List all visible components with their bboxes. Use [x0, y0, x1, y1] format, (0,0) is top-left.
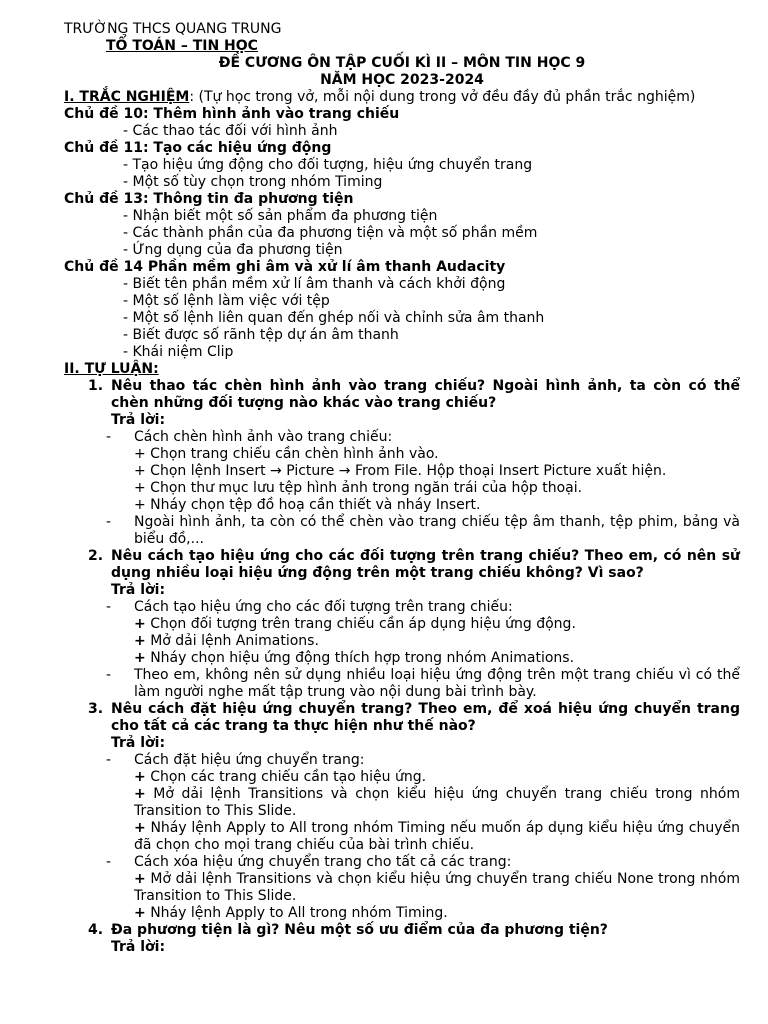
answer-step: + Chọn thư mục lưu tệp hình ảnh trong ngăn trái của hộp thoại. [134, 480, 583, 496]
answer-step [64, 633, 740, 650]
plus-marker: + [134, 786, 146, 802]
topic [64, 140, 740, 191]
department-name: TỔ TOÁN – TIN HỌC [106, 38, 258, 54]
topic-title: Chủ đề 10: Thêm hình ảnh vào trang chiếu [64, 106, 400, 122]
topic-item: - Ứng dụng của đa phương tiện [123, 242, 343, 258]
dash-marker: - [106, 429, 112, 445]
answer-lead: Cách chèn hình ảnh vào trang chiếu: [134, 429, 393, 445]
answer-lead: Theo em, không nên sử dụng nhiều loại hiệu ứng động trên một trang chiếu vì có thể làm người nghe mất tập trung vào nội dung bài trình bày. [134, 667, 740, 700]
dash-marker: - [106, 667, 112, 683]
dash-marker: - [106, 514, 112, 530]
topic-item: - Các thành phần của đa phương tiện và một số phần mềm [123, 225, 538, 241]
topic-item: - Tạo hiệu ứng động cho đối tượng, hiệu ứng chuyển trang [123, 157, 533, 173]
answer-point [106, 599, 740, 616]
answer-label: Trả lời: [111, 735, 166, 751]
question-number: 4. [88, 922, 104, 938]
part2-heading: II. TỰ LUẬN: [64, 361, 159, 377]
document-title: ĐỀ CƯƠNG ÔN TẬP CUỐI KÌ II – MÔN TIN HỌC 9 [218, 55, 586, 71]
answer-lead: Cách xóa hiệu ứng chuyển trang cho tất cả các trang: [134, 854, 512, 870]
topic-item: - Biết được số rãnh tệp dự án âm thanh [123, 327, 399, 343]
answer-point [106, 854, 740, 871]
topic-title: Chủ đề 13: Thông tin đa phương tiện [64, 191, 354, 207]
answer-step-text: Nháy lệnh Apply to All trong nhóm Timing nếu muốn áp dụng kiểu hiệu ứng chuyển đã chọn cho mọi trang chiếu của bài trình chiếu. [134, 820, 740, 853]
question-number: 3. [88, 701, 104, 717]
answer-step [64, 786, 740, 820]
question-number: 1. [88, 378, 104, 394]
answer-label: Trả lời: [111, 939, 166, 955]
answer-point [106, 514, 740, 548]
answer-step-text: Nháy chọn hiệu ứng động thích hợp trong nhóm Animations. [150, 650, 575, 666]
topic-item: - Các thao tác đối với hình ảnh [123, 123, 338, 139]
question-text: Nêu thao tác chèn hình ảnh vào trang chiếu? Ngoài hình ảnh, ta còn có thể chèn những đối tượng nào khác vào trang chiếu? [111, 378, 740, 411]
question [88, 922, 740, 939]
dash-marker: - [106, 599, 112, 615]
topic-item: - Một số lệnh làm việc với tệp [123, 293, 330, 309]
answer-lead: Ngoài hình ảnh, ta còn có thể chèn vào trang chiếu tệp âm thanh, tệp phim, bảng và biểu đồ,... [134, 514, 740, 547]
answer-label: Trả lời: [111, 582, 166, 598]
plus-marker: + [134, 633, 146, 649]
topic-title: Chủ đề 14 Phần mềm ghi âm và xử lí âm thanh Audacity [64, 259, 506, 275]
answer-step-text: Mở dải lệnh Transitions và chọn kiểu hiệu ứng chuyển trang chiếu None trong nhóm Transition to This Slide. [134, 871, 740, 904]
part1-heading-line [64, 89, 740, 106]
answer-point [106, 429, 740, 446]
topic [64, 106, 740, 140]
topic-item: - Biết tên phần mềm xử lí âm thanh và cách khởi động [123, 276, 506, 292]
topic-item: - Một số lệnh liên quan đến ghép nối và chỉnh sửa âm thanh [123, 310, 545, 326]
question [88, 548, 740, 582]
question [88, 701, 740, 735]
plus-marker: + [134, 616, 146, 632]
answer-point [106, 667, 740, 701]
answer-step [64, 616, 740, 633]
answer-step [64, 905, 740, 922]
dash-marker: - [106, 752, 112, 768]
answer-step-text: Nháy lệnh Apply to All trong nhóm Timing. [150, 905, 448, 921]
part1-heading: I. TRẮC NGHIỆM [64, 89, 190, 105]
topic-item: - Một số tùy chọn trong nhóm Timing [123, 174, 383, 190]
answer-step: + Chọn trang chiếu cần chèn hình ảnh vào. [134, 446, 439, 462]
answer-step-text: Chọn các trang chiếu cần tạo hiệu ứng. [150, 769, 427, 785]
document-body [64, 21, 740, 956]
plus-marker: + [134, 769, 146, 785]
school-year: NĂM HỌC 2023-2024 [320, 72, 484, 88]
question-text: Nêu cách đặt hiệu ứng chuyển trang? Theo em, để xoá hiệu ứng chuyển trang cho tất cả các trang ta thực hiện như thế nào? [111, 701, 740, 734]
answer-step [64, 820, 740, 854]
answer-step [64, 650, 740, 667]
topic [64, 259, 740, 361]
plus-marker: + [134, 820, 146, 836]
part1-note: : (Tự học trong vở, mỗi nội dung trong vở đều đầy đủ phần trắc nghiệm) [189, 89, 696, 105]
topic [64, 191, 740, 259]
answer-step-text: Mở dải lệnh Animations. [150, 633, 319, 649]
answer-lead: Cách tạo hiệu ứng cho các đối tượng trên trang chiếu: [134, 599, 513, 615]
plus-marker: + [134, 905, 146, 921]
answer-lead: Cách đặt hiệu ứng chuyển trang: [134, 752, 365, 768]
answer-step [64, 769, 740, 786]
topic-title: Chủ đề 11: Tạo các hiệu ứng động [64, 140, 332, 156]
answer-step [64, 871, 740, 905]
answer-step: + Nháy chọn tệp đồ hoạ cần thiết và nháy Insert. [134, 497, 481, 513]
answer-step: + Chọn lệnh Insert → Picture → From File. Hộp thoại Insert Picture xuất hiện. [134, 463, 667, 479]
answer-step-text: Chọn đối tượng trên trang chiếu cần áp dụng hiệu ứng động. [150, 616, 576, 632]
answer-point [106, 752, 740, 769]
answer-label: Trả lời: [111, 412, 166, 428]
plus-marker: + [134, 871, 146, 887]
question-text: Nêu cách tạo hiệu ứng cho các đối tượng trên trang chiếu? Theo em, có nên sử dụng nhiều loại hiệu ứng động trên một trang chiếu không? Vì sao? [111, 548, 740, 581]
topic-item: - Nhận biết một số sản phẩm đa phương tiện [123, 208, 438, 224]
dash-marker: - [106, 854, 112, 870]
answer-step-text: Mở dải lệnh Transitions và chọn kiểu hiệu ứng chuyển trang chiếu trong nhóm Transition to This Slide. [134, 786, 740, 819]
question-number: 2. [88, 548, 104, 564]
question-text: Đa phương tiện là gì? Nêu một số ưu điểm của đa phương tiện? [111, 922, 608, 938]
plus-marker: + [134, 650, 146, 666]
school-name: TRƯỜNG THCS QUANG TRUNG [64, 21, 282, 37]
question [88, 378, 740, 412]
topic-item: - Khái niệm Clip [123, 344, 234, 360]
